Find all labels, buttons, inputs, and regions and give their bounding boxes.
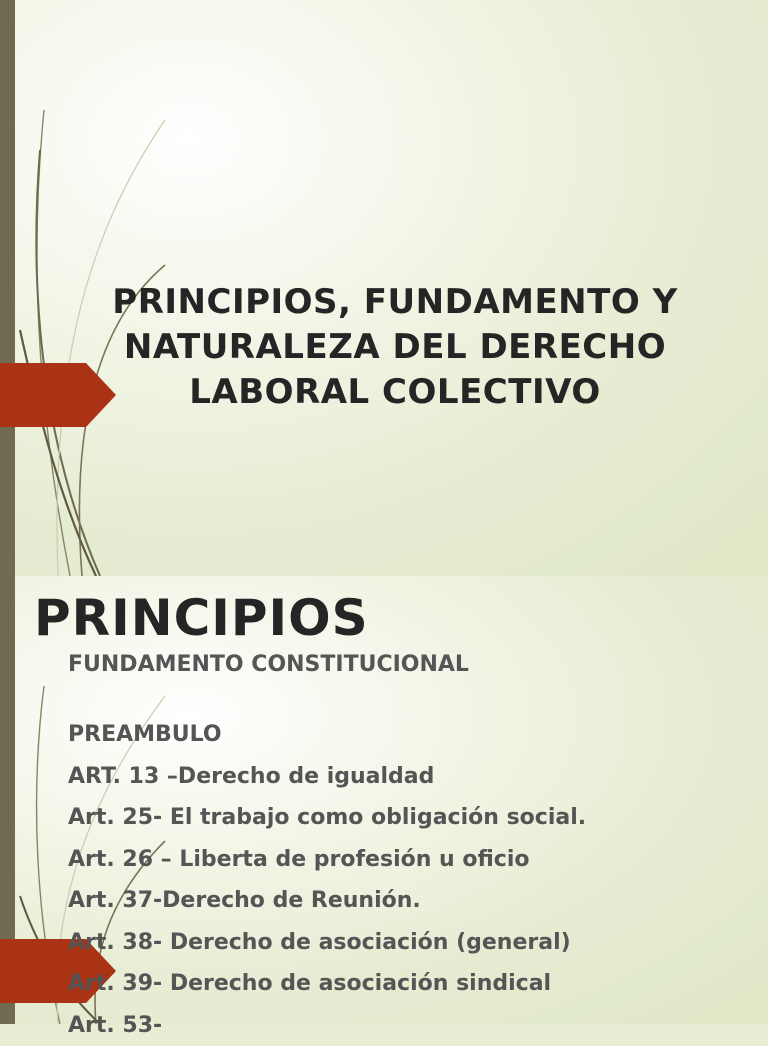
list-item: Art. 39- Derecho de asociación sindical bbox=[68, 963, 586, 1005]
content-slide bbox=[0, 576, 768, 1024]
list-item: ART. 13 –Derecho de igualdad bbox=[68, 756, 586, 798]
slide-heading: PRINCIPIOS bbox=[34, 588, 369, 648]
slide-subheading: FUNDAMENTO CONSTITUCIONAL bbox=[68, 650, 469, 680]
title-line: PRINCIPIOS, FUNDAMENTO Y bbox=[30, 280, 760, 325]
title-line: NATURALEZA DEL DERECHO bbox=[30, 325, 760, 370]
list-item: Art. 53- bbox=[68, 1005, 586, 1046]
list-item: Art. 38- Derecho de asociación (general) bbox=[68, 922, 586, 964]
list-item: PREAMBULO bbox=[68, 714, 586, 756]
list-item: Art. 37-Derecho de Reunión. bbox=[68, 880, 586, 922]
article-list bbox=[68, 714, 586, 1046]
list-item: Art. 26 – Liberta de profesión u oficio bbox=[68, 839, 586, 881]
title-line: LABORAL COLECTIVO bbox=[30, 370, 760, 415]
list-item: Art. 25- El trabajo como obligación social. bbox=[68, 797, 586, 839]
left-sidebar-bar bbox=[0, 0, 15, 576]
slide-title bbox=[30, 280, 760, 415]
